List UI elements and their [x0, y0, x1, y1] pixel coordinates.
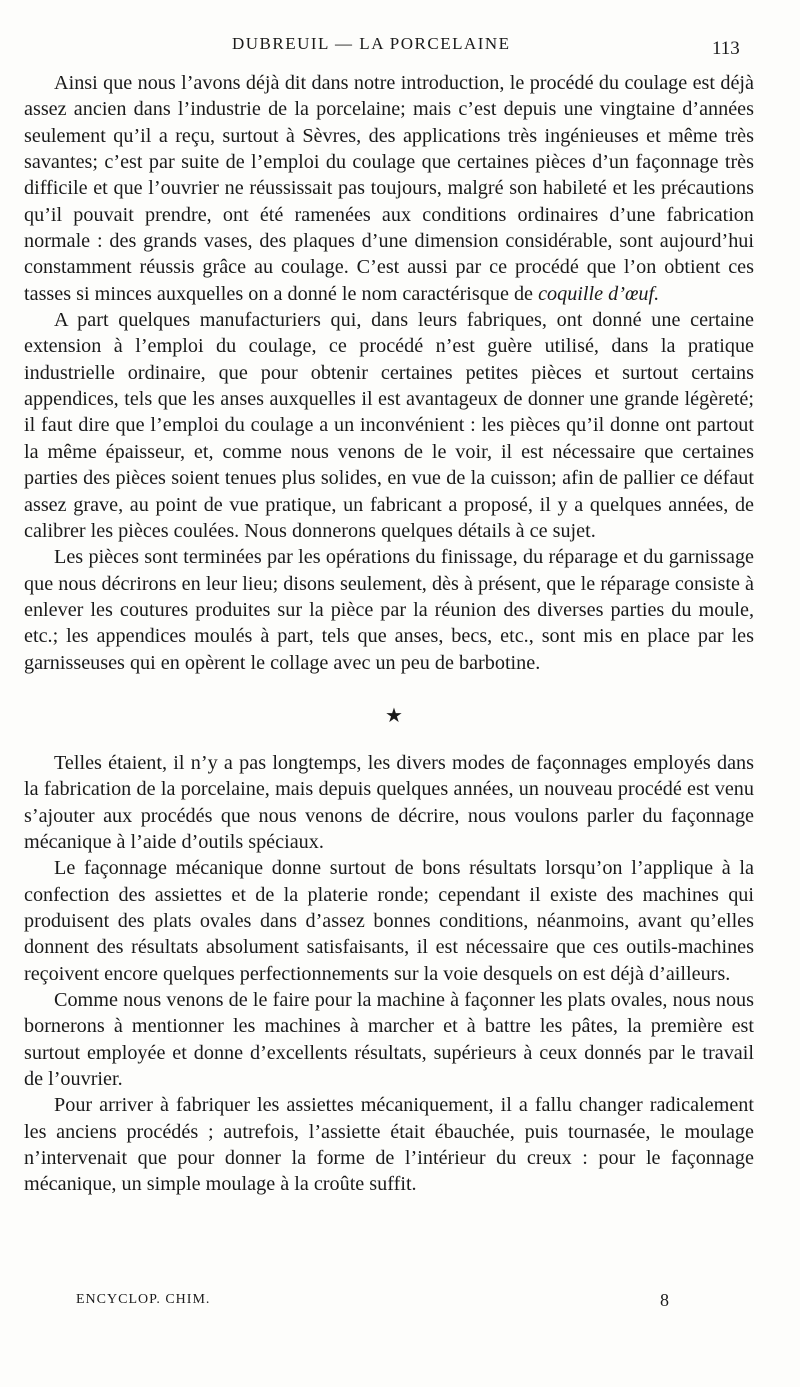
paragraph-coulage-intro	[24, 70, 754, 307]
running-header	[0, 34, 800, 64]
italic-term: coquille d’œuf.	[538, 282, 660, 305]
paragraph-machines: Comme nous venons de le faire pour la machine à façonner les plats ovales, nous nous bornerons à mentionner les machines à marcher et à battre les pâtes, la première est surtout employée et donne d’excellents résultats, supérieurs à ceux donnés par le travail de l’ouvrier.	[24, 989, 754, 1091]
footer-signature: ENCYCLOP. CHIM.	[76, 1292, 211, 1307]
page-footer	[0, 1290, 800, 1314]
running-title: DUBREUIL — LA PORCELAINE	[232, 34, 511, 53]
paragraph-finissage: Les pièces sont terminées par les opérations du finissage, du réparage et du garnissage que nous décrirons en leur lieu; disons seulement, dès à présent, que le réparage consiste à enlever les coutures produites sur la pièce par la réunion des diverses parties du moule, etc.; les appendices moulés à part, tels que anses, becs, etc., sont mis en place par les garnisseuses qui en opèrent le collage avec un peu de barbotine.	[24, 546, 754, 674]
star-icon: ★	[385, 704, 403, 727]
paragraph-faconnage-mecanique: Telles étaient, il n’y a pas longtemps, les divers modes de façonnages employés dans la fabrication de la porcelaine, mais depuis quelques années, un nouveau procédé est venu s’ajouter aux procédés que nous venons de décrire, nous voulons parler du façonnage mécanique à l’aide d’outils spéciaux.	[24, 751, 754, 853]
paragraph-assiettes: Le façonnage mécanique donne surtout de bons résultats lorsqu’on l’applique à la confection des assiettes et de la platerie ronde; cependant il existe des machines qui produisent des plats ovales dans d’assez bonnes conditions, néanmoins, avant qu’elles donnent des résultats absolument satisfaisants, il est nécessaire que ces outils-machines reçoivent encore quelques perfectionnements sur la voie desquels on est déjà d’ailleurs.	[24, 857, 754, 985]
paragraph-procedes: Pour arriver à fabriquer les assiettes mécaniquement, il a fallu changer radicalement les anciens procédés ; autrefois, l’assiette était ébauchée, puis tournasée, le moulage n’intervenait que pour donner la forme de l’intérieur du creux : pour le façonnage mécanique, un simple moulage à la croûte suffit.	[24, 1094, 754, 1196]
paragraph-text: Ainsi que nous l’avons déjà dit dans notre introduction, le procédé du coulage est déjà assez ancien dans l’industrie de la porcelaine; mais c’est depuis une vingtaine d’années seulement qu’il a reçu, surtout à Sèvres, des applications très ingénieuses et même très savantes; c’est par suite de l’emploi du coulage que certaines pièces d’un façonnage très difficile et que l’ouvrier ne réussissait pas toujours, malgré son habileté et les précautions qu’il pouvait prendre, ont été ramenées aux conditions ordinaires d’une fabrication normale : des grands vases, des plaques d’une dimension considérable, sont aujourd’hui constamment réussis grâce au coulage. C’est aussi par ce procédé que l’on obtient ces tasses si minces auxquelles on a donné le nom caractérisque de	[24, 72, 754, 305]
main-text	[24, 70, 754, 1198]
section-separator	[24, 686, 754, 746]
sheet-number: 8	[660, 1290, 669, 1310]
page-number: 113	[712, 38, 740, 59]
paragraph-coulage-usage: A part quelques manufacturiers qui, dans leurs fabriques, ont donné une certaine extension à l’emploi du coulage, ce procédé n’est guère utilisé, dans la pratique industrielle ordinaire, que pour obtenir certaines petites pièces et surtout certains appendices, tels que les anses auxquelles il est avantageux de donner une grande légèreté; il faut dire que l’emploi du coulage a un inconvénient : les pièces qu’il donne ont partout la même épaisseur, et, comme nous venons de le voir, il est nécessaire que certaines parties des pièces soient tenues plus solides, en vue de la cuisson; afin de pallier ce défaut assez grave, au point de vue pratique, un fabricant a proposé, il y a quelques années, de calibrer les pièces coulées. Nous donnerons quelques détails à ce sujet.	[24, 309, 754, 542]
